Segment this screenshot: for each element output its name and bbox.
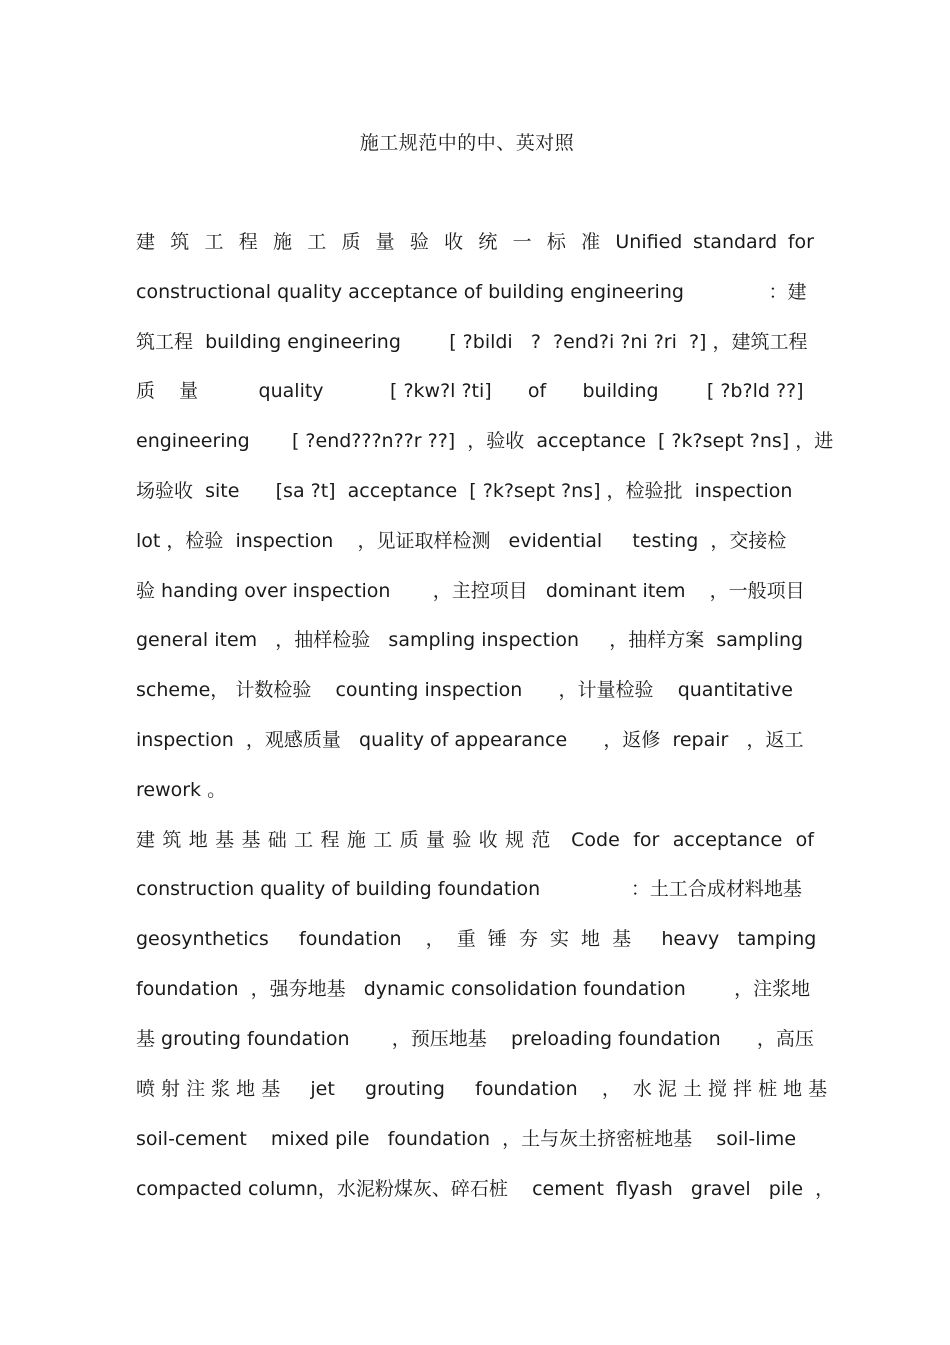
text-line: 基 grouting foundation ，预压地基 preloading foundation ，高压 [136, 1028, 814, 1050]
text-line: 场验收 site [sa ?t] acceptance [ ?k?sept ?ns] ，检验批 inspection [136, 480, 793, 502]
text-line: scheme， 计数检验 counting inspection ，计量检验 quantitative [136, 679, 793, 701]
text-line: 建筑地基基础工程施工质量验收规范 Code for acceptance of [136, 829, 814, 851]
text-line: compacted column，水泥粉煤灰、碎石桩 cement flyash gravel pile ， [136, 1178, 835, 1200]
text-line: 建 筑 工 程 施 工 质 量 验 收 统 一 标 准 Unified standard for [136, 231, 814, 253]
text-line: general item ，抽样检验 sampling inspection ，抽样方案 sampling [136, 629, 804, 651]
text-line: 喷 射 注 浆 地 基 jet grouting foundation ， 水 泥 土 搅 拌 桩 地 基 [136, 1078, 828, 1100]
text-line: geosynthetics foundation ， 重 锤 夯 实 地 基 heavy tamping [136, 928, 817, 950]
text-line: inspection ，观感质量 quality of appearance ，返修 repair ，返工 [136, 729, 804, 751]
text-line: rework 。 [136, 779, 227, 801]
text-line: foundation ，强夯地基 dynamic consolidation foundation ，注浆地 [136, 978, 811, 1000]
text-line: 筑工程 building engineering [ ?bildi ? ?end?i ?ni ?ri ?] ，建筑工程 [136, 331, 808, 353]
text-line: construction quality of building foundation ：土工合成材料地基 [136, 878, 802, 900]
text-line: constructional quality acceptance of building engineering ：建 [136, 281, 807, 303]
text-line: 验 handing over inspection ，主控项目 dominant item ，一般项目 [136, 580, 805, 602]
text-line: engineering [ ?end???n??r ??] ，验收 acceptance [ ?k?sept ?ns] ，进 [136, 430, 834, 452]
text-line: soil-cement mixed pile foundation ，土与灰土挤密桩地基 soil-lime [136, 1128, 797, 1150]
text-line: 质 量 quality [ ?kw?l ?ti] of building [ ?b?ld ??] [136, 380, 804, 402]
text-line: lot ，检验 inspection ，见证取样检测 evidential testing ，交接检 [136, 530, 787, 552]
page-title: 施工规范中的中、英对照 [359, 132, 575, 154]
